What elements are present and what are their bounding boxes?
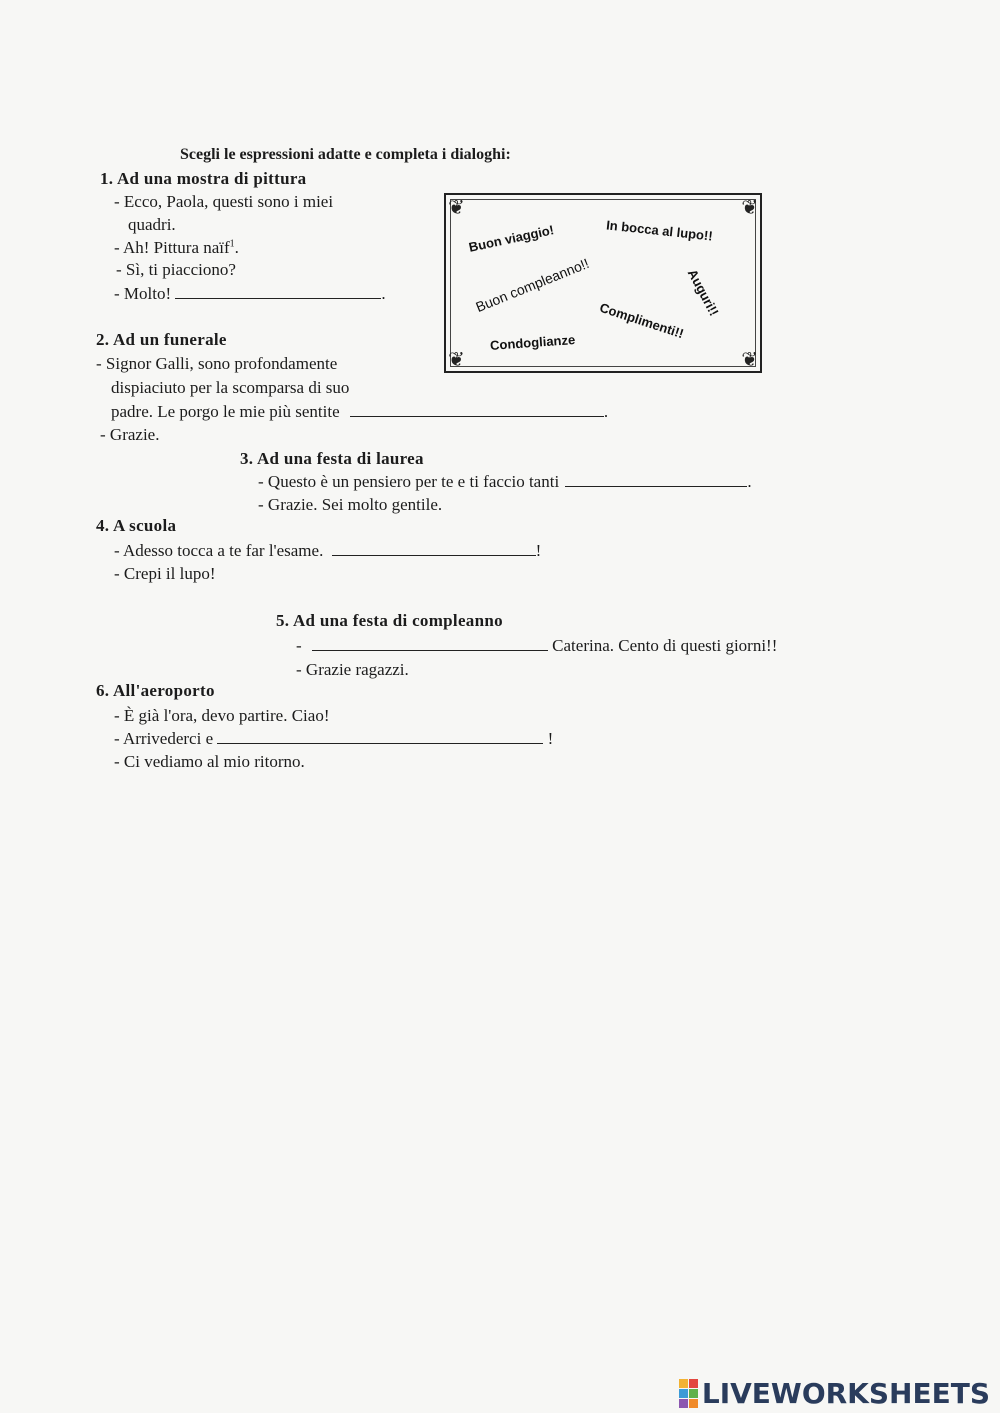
section-1-line-2: quadri. — [128, 215, 176, 234]
corner-ornament-icon: ❦ — [741, 347, 758, 371]
corner-ornament-icon: ❦ — [448, 195, 465, 219]
section-1-line-1: - Ecco, Paola, questi sono i miei — [114, 192, 334, 211]
logo-mark-icon — [679, 1379, 698, 1408]
section-2-line-4: - Grazie. — [100, 425, 160, 444]
line-period: . — [234, 238, 239, 257]
section-3-line-2: - Grazie. Sei molto gentile. — [258, 495, 443, 514]
section-6-line-2 — [114, 729, 553, 749]
answer-blank-3[interactable] — [565, 472, 747, 487]
answer-blank-6[interactable] — [217, 729, 543, 744]
line-text: Caterina. Cento di questi giorni!! — [552, 636, 778, 655]
section-5-heading: 5. Ad una festa di compleanno — [276, 611, 503, 630]
line-end: . — [381, 284, 386, 303]
section-1-heading: 1. Ad una mostra di pittura — [100, 169, 307, 188]
line-end: ! — [535, 541, 542, 560]
page-title: Scegli le espressioni adatte e completa i dialoghi: — [180, 146, 511, 163]
section-5-line-2: - Grazie ragazzi. — [296, 660, 409, 679]
word-auguri[interactable]: Auguri!! — [684, 266, 722, 319]
line-text: - Ah! Pittura naïf — [114, 238, 230, 257]
answer-blank-2[interactable] — [350, 402, 604, 417]
line-text: padre. Le porgo le mie più sentite — [111, 402, 340, 421]
section-4-line-2: - Crepi il lupo! — [114, 564, 216, 583]
answer-blank-1[interactable] — [175, 284, 381, 299]
word-complimenti[interactable]: Complimenti!! — [597, 299, 686, 342]
corner-ornament-icon: ❦ — [448, 347, 465, 371]
section-3-line-1 — [258, 472, 752, 492]
line-text: - Adesso tocca a te far l'esame. — [114, 541, 324, 560]
section-2-line-1: - Signor Galli, sono profondamente — [96, 354, 338, 373]
section-4-line-1 — [114, 541, 541, 561]
section-3-heading: 3. Ad una festa di laurea — [240, 449, 424, 468]
word-in-bocca-al-lupo[interactable]: In bocca al lupo!! — [605, 217, 714, 244]
section-1-line-3 — [114, 238, 239, 258]
word-condoglianze[interactable]: Condoglianze — [489, 332, 576, 353]
section-2-heading: 2. Ad un funerale — [96, 330, 227, 349]
brand-name: LIVEWORKSHEETS — [701, 1376, 990, 1410]
section-1-line-4: - Sì, ti piacciono? — [116, 260, 236, 279]
word-buon-compleanno[interactable]: Buon compleanno!! — [473, 254, 592, 316]
line-text: - Arrivederci e — [114, 729, 214, 748]
section-4-heading: 4. A scuola — [96, 516, 177, 535]
line-text: - Questo è un pensiero per te e ti faccio tanti — [258, 472, 560, 491]
section-1-line-5 — [114, 284, 386, 304]
line-end: ! — [547, 729, 554, 748]
section-2-line-2: dispiaciuto per la scomparsa di suo — [111, 378, 350, 397]
line-end: . — [603, 402, 609, 421]
section-2-line-3 — [111, 402, 608, 422]
section-6-line-3: - Ci vediamo al mio ritorno. — [114, 752, 305, 771]
answer-blank-5[interactable] — [312, 636, 548, 651]
line-dash: - — [296, 636, 302, 655]
section-5-line-1 — [296, 636, 777, 656]
corner-ornament-icon: ❦ — [741, 195, 758, 219]
word-bank-box — [444, 193, 762, 373]
line-end: . — [747, 472, 752, 491]
liveworksheets-logo — [679, 1377, 990, 1409]
answer-blank-4[interactable] — [332, 541, 536, 556]
section-6-line-1: - È già l'ora, devo partire. Ciao! — [114, 706, 330, 725]
footnote-mark: 1 — [229, 238, 235, 250]
word-buon-viaggio[interactable]: Buon viaggio! — [467, 222, 556, 255]
section-6-heading: 6. All'aeroporto — [96, 681, 215, 700]
line-text: - Molto! — [114, 284, 172, 303]
